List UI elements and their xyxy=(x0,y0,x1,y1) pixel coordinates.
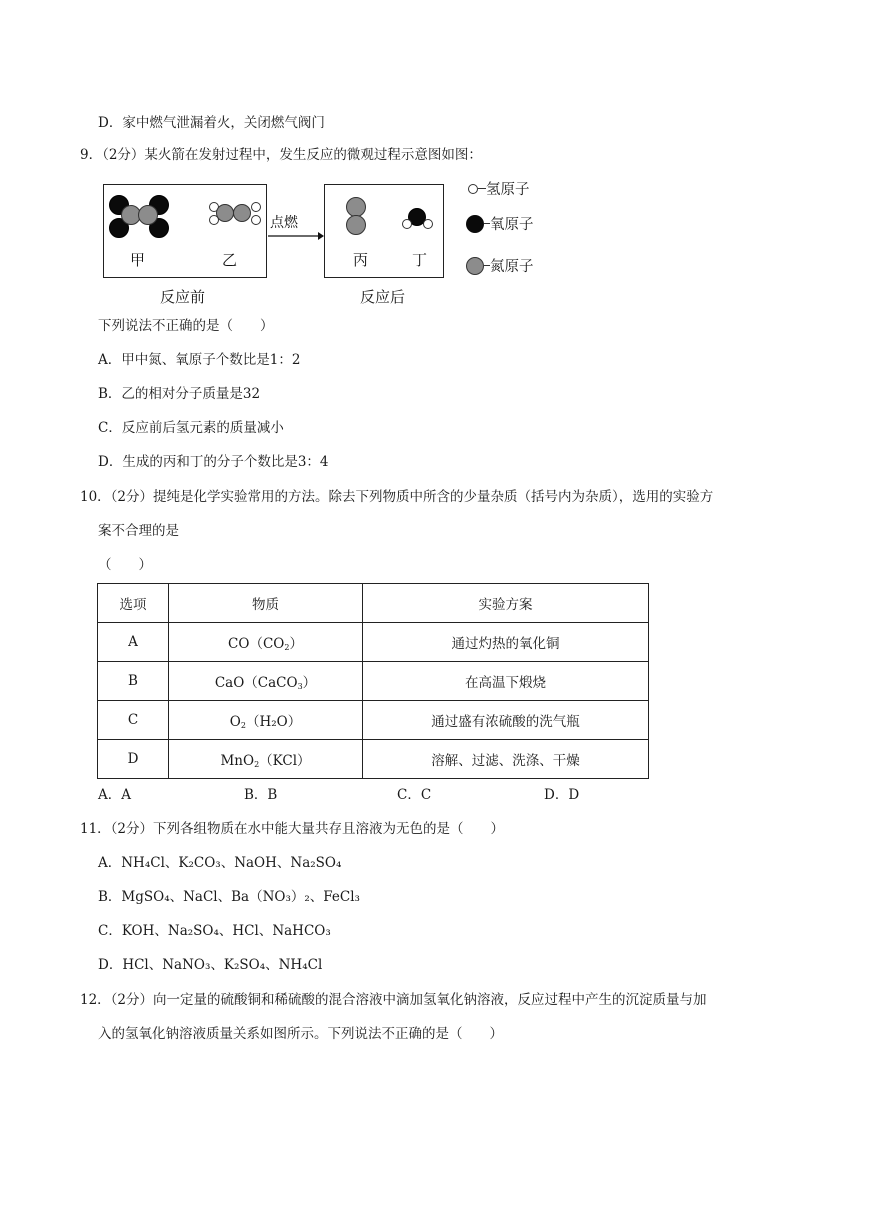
row-method: 通过灼热的氧化铜 xyxy=(363,623,649,662)
legend-label-hydrogen: 氢原子 xyxy=(486,182,530,198)
before-reaction-box xyxy=(103,184,267,278)
q9-prompt: 下列说法不正确的是（ ） xyxy=(98,318,274,334)
after-reaction-box xyxy=(324,184,444,278)
label-ding: 丁 xyxy=(412,251,428,269)
legend-hydrogen xyxy=(468,178,530,199)
nitrogen-atom xyxy=(233,204,251,222)
q11-option-c: C．KOH、Na₂SO₄、HCl、NaHCO₃ xyxy=(98,923,331,939)
q11-option-a: A．NH₄Cl、K₂CO₃、NaOH、Na₂SO₄ xyxy=(98,855,342,871)
q10-stem-line2: 案不合理的是 xyxy=(98,523,179,539)
q9-option-a: A．甲中氮、氧原子个数比是1：2 xyxy=(98,352,301,368)
table-header-row xyxy=(98,584,649,623)
row-substance: $O_2(H_2O)$ xyxy=(169,701,363,740)
row-method: 通过盛有浓硫酸的洗气瓶 xyxy=(363,701,649,740)
header-method: 实验方案 xyxy=(363,584,649,623)
nitrogen-atom-icon xyxy=(466,257,484,275)
row-option: D xyxy=(98,740,169,779)
row-method: 在高温下煅烧 xyxy=(363,662,649,701)
hydrogen-atom xyxy=(251,202,261,212)
q9-option-b: B．乙的相对分子质量是32 xyxy=(98,386,261,402)
arrow-icon xyxy=(266,230,326,242)
legend-label-nitrogen: 氮原子 xyxy=(490,259,534,275)
q11-option-b: B．MgSO₄、NaCl、Ba（NO₃）₂、FeCl₃ xyxy=(98,889,360,905)
row-option: A xyxy=(98,623,169,662)
label-yi: 乙 xyxy=(222,251,238,269)
reaction-diagram xyxy=(100,180,560,310)
q10-answer-d: D．D xyxy=(544,787,580,803)
legend-label-oxygen: 氧原子 xyxy=(490,217,534,233)
q10-answer-b: B．B xyxy=(244,787,278,803)
q12-stem-line1: 12．（2分）向一定量的硫酸铜和稀硫酸的混合溶液中滴加氢氧化钠溶液，反应过程中产生的沉淀质量与加 xyxy=(80,992,707,1008)
label-jia: 甲 xyxy=(130,251,146,269)
caption-after: 反应后 xyxy=(360,288,406,306)
legend-nitrogen xyxy=(466,255,534,276)
oxygen-atom-icon xyxy=(466,215,484,233)
hydrogen-atom xyxy=(251,215,261,225)
hydrogen-atom-icon xyxy=(468,184,478,194)
table-row xyxy=(98,623,649,662)
q10-options-table xyxy=(97,583,649,779)
legend-line xyxy=(478,188,486,189)
q9-option-d: D．生成的丙和丁的分子个数比是3：4 xyxy=(98,454,329,470)
nitrogen-atom xyxy=(346,197,366,217)
q8-option-d: D．家中燃气泄漏着火，关闭燃气阀门 xyxy=(98,115,325,131)
header-option: 选项 xyxy=(98,584,169,623)
row-substance: $CO(CO_2)$ xyxy=(169,623,363,662)
nitrogen-atom xyxy=(138,205,158,225)
row-option: C xyxy=(98,701,169,740)
q10-answer-c: C．C xyxy=(397,787,432,803)
row-method: 溶解、过滤、洗涤、干燥 xyxy=(363,740,649,779)
nitrogen-atom xyxy=(216,204,234,222)
q12-stem-line2: 入的氢氧化钠溶液质量关系如图所示。下列说法不正确的是（ ） xyxy=(98,1026,503,1042)
q10-stem-line3: （ ） xyxy=(98,557,152,573)
q11-stem: 11．（2分）下列各组物质在水中能大量共存且溶液为无色的是（ ） xyxy=(80,821,505,837)
q9-option-c: C．反应前后氢元素的质量减小 xyxy=(98,420,284,436)
arrow-label: 点燃 xyxy=(270,215,298,231)
q9-stem: 9．（2分）某火箭在发射过程中，发生反应的微观过程示意图如图： xyxy=(80,147,482,163)
q10-answer-a: A．A xyxy=(98,787,131,803)
table-row xyxy=(98,740,649,779)
row-substance: MnO$_2$（KCl） xyxy=(169,740,363,779)
header-substance: 物质 xyxy=(169,584,363,623)
table-row xyxy=(98,662,649,701)
row-option: B xyxy=(98,662,169,701)
legend-oxygen xyxy=(466,213,534,234)
table-row xyxy=(98,701,649,740)
caption-before: 反应前 xyxy=(160,288,206,306)
hydrogen-atom xyxy=(423,219,433,229)
q11-option-d: D．HCl、NaNO₃、K₂SO₄、NH₄Cl xyxy=(98,957,323,973)
hydrogen-atom xyxy=(402,219,412,229)
q10-stem-line1: 10．（2分）提纯是化学实验常用的方法。除去下列物质中所含的少量杂质（括号内为杂质），选用的实验方 xyxy=(80,489,714,505)
row-substance: CaO（CaCO$_3$） xyxy=(169,662,363,701)
label-bing: 丙 xyxy=(353,251,369,269)
nitrogen-atom xyxy=(346,215,366,235)
